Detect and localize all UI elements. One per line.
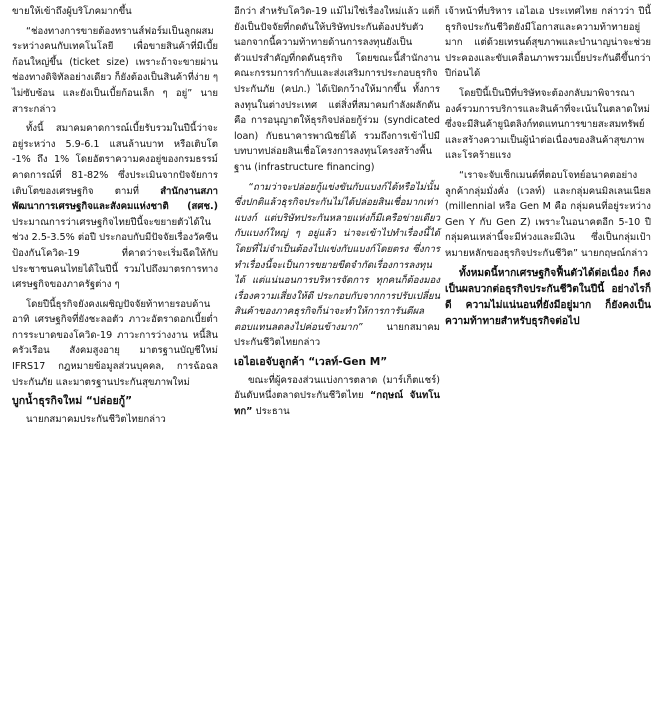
quote-paragraph: [234, 180, 440, 352]
text: ประมาณการว่าเศรษฐกิจไทยปีนี้จะขยายตัวได้ในช่วง 2.5-3.5% ต่อปี ประกอบกับมีปัจจัยเรื่องวัคซีนป้องกันโควิด-19 ที่คาดว่าจะเริ่มฉีดให้กับประชาชนคนไทยได้ในปีนี้ รวมไปถึงมาตรการทางเศรษฐกิจของภาครัฐต่าง ๆ: [12, 216, 218, 291]
paragraph: โดยปีนี้ธุรกิจยังคงเผชิญปัจจัยท้าทายรอบด้าน อาทิ เศรษฐกิจที่ยังชะลอตัว ภาวะอัตราดอกเบี้ยต่ำ การระบาดของโควิด-19 ภาวะการว่างงาน หนี้สินครัวเรือน สังคมสูงอายุ มาตรฐานบัญชีใหม่ IFRS17 กฎหมายข้อมูลส่วนบุคคล, การฉ้อฉลประกันภัย และมาตรฐานประกันสุขภาพใหม่: [12, 298, 218, 388]
section-heading: เอไอเอจับลูกค้า “เวลท์-Gen M”: [234, 356, 388, 369]
quote-paragraph: “เราจะจับเซ็กเมนต์ที่ตอบโจทย์อนาคตอย่างลูกค้ากลุ่มมั่งคั่ง (เวลท์) และกลุ่มคนมิลเลนเนียล (millennial หรือ Gen M คือ กลุ่มคนที่อยู่ระหว่าง Gen Y กับ Gen Z) เพราะในอนาคตอีก 5-10 ปี กลุ่มคนเหล่านี้จะมีห่วงและมีเงิน ซึ่งเป็นกลุ่มเป้าหมายหลักของธุรกิจประกันชีวิต” นายกฤษณ์กล่าว: [445, 169, 651, 259]
person-name: “กฤษณ์ จันทโนทก”: [234, 390, 440, 417]
paragraph: [12, 121, 218, 293]
paragraph: โดยปีนี้เป็นปีที่บริษัทจะต้องกลับมาพิจารณาองค์รวมการบริการและสินค้าที่จะเน้นในตลาดใหม่ ซึ่งจะมีสินค้ายูนิตลิงก์ทดแทนการขายสะสมทรัพย์และสร้างความเป็นผู้นำต่อเนื่องของสินค้าสุขภาพและโรคร้ายแรง: [445, 87, 650, 162]
column-3: [445, 4, 651, 334]
quote-paragraph: “ช่องทางการขายต้องทรานส์ฟอร์มเป็นลูกผสม ระหว่างคนกับเทคโนโลยี เพื่อขายสินค้าที่มีเบี้ยก้อนใหญ่ขึ้น (ticket size) เพราะถ้าจะขายผ่านช่องทางดิจิทัลอย่างเดียว ก็ยังต้องเป็นสินค้าที่ง่าย ๆ ไม่ซับซ้อน และยังเป็นเบี้ยก้อนเล็ก ๆ อยู่” นายสาระกล่าว: [12, 25, 218, 115]
column-1: [12, 4, 218, 431]
column-2: [234, 4, 440, 423]
paragraph: นายกสมาคมประกันชีวิตไทยกล่าว: [26, 413, 166, 425]
italic-quote: “ถามว่าจะปล่อยกู้แข่งขันกับแบงก์ได้หรือไม่นั้น ซึ่งปกติแล้วธุรกิจประกันไม่ได้ปล่อยสินเชื่อมากเท่าแบงก์ แต่บริษัทประกันหลายแห่งก็มีเครือข่ายเดียวกับแบงก์ใหญ่ ๆ อยู่แล้ว น่าจะเข้าไปทำเรื่องนี้ได้ โดยที่ไม่จำเป็นต้องไปแข่งกับแบงก์โดยตรง ซึ่งการทำเรื่องนี้จะเป็นการขยายขีดจำกัดเรื่องการลงทุนได้ แต่แน่นอนการบริหารจัดการ ทุกคนก็ต้องมองเรื่องความเสี่ยงให้ดี ประกอบกับจากการปรับเปลี่ยนสินค้าของภาคธุรกิจก็น่าจะทำให้การการันตีผลตอบแทนลดลงไปค่อนข้างมาก”: [234, 181, 441, 333]
agency-name: สำนักงานสภาพัฒนาการเศรษฐกิจและสังคมแห่งชาติ (สศช.): [12, 185, 218, 213]
text: นายกสมาคมประกันชีวิตไทยกล่าว: [234, 321, 440, 349]
paragraph: ขายให้เข้าถึงผู้บริโภคมากขึ้น: [12, 6, 132, 17]
text: ทั้งนี้ สมาคมคาดการณ์เบี้ยรับรวมในปีนี้ว่าจะอยู่ระหว่าง 5.9-6.1 แสนล้านบาท หรือเติบโต -1% ถึง 1% โดยอัตราความคงอยู่ของกรมธรรม์คาดการณ์ที่ 81-82% ซึ่งประเมินจากปัจจัยการเติบโตของเศรษฐกิจ ตามที่: [12, 123, 218, 197]
paragraph: เจ้าหน้าที่บริหาร เอไอเอ ประเทศไทย กล่าวว่า ปีนี้ธุรกิจประกันชีวิตยังมีโอกาสและความท้าทายอยู่มาก แต่ด้วยเทรนด์สุขภาพและบำนาญน่าจะช่วยประคองและขับเคลื่อนภาพรวมเบี้ยประกันดีขึ้นกว่าปีก่อนได้: [445, 6, 651, 80]
paragraph: อีกว่า สำหรับโควิด-19 แม้ไม่ใช่เรื่องใหม่แล้ว แต่ก็ยังเป็นปัจจัยที่กดดันให้บริษัทประกันต้องปรับตัว นอกจากนี้ความท้าทายด้านการลงทุนยังเป็นตัวแปรสำคัญที่กดดันธุรกิจ โดยขณะนี้สำนักงานคณะกรรมการกำกับและส่งเสริมการประกอบธุรกิจประกันภัย (คปภ.) ได้เปิดกว้างให้มากขึ้น ทั้งการลงทุนในต่างประเทศ แต่สิ่งที่สมาคมกำลังผลักดันคือ การอนุญาตให้ธุรกิจปล่อยกู้ร่วม (syndicated loan) กับธนาคารพาณิชย์ได้ รวมถึงการเข้าไปมีบทบาทปล่อยสินเชื่อโครงการลงทุนโครงสร้างพื้นฐาน (infrastructure financing): [234, 6, 440, 173]
bold-conclusion: ทั้งหมดนี้หากเศรษฐกิจฟื้นตัวได้ต่อเนื่อง ก็คงเป็นผลบวกต่อธุรกิจประกันชีวิตในปีนี้ อย่างไรก็ดี ความไม่แน่นอนที่ยังมีอยู่มาก ก็ยังคงเป็นความท้าทายสำหรับธุรกิจต่อไป: [445, 267, 651, 328]
text: ประธาน: [252, 405, 290, 417]
text: ขณะที่ผู้ครองส่วนแบ่งการตลาด (มาร์เก็ตแชร์) อันดับหนึ่งตลาดประกันชีวิตไทย: [234, 374, 440, 402]
section-heading: บูกน้ำธุรกิจใหม่ “ปล่อยกู้”: [12, 395, 133, 408]
paragraph: [234, 373, 440, 420]
